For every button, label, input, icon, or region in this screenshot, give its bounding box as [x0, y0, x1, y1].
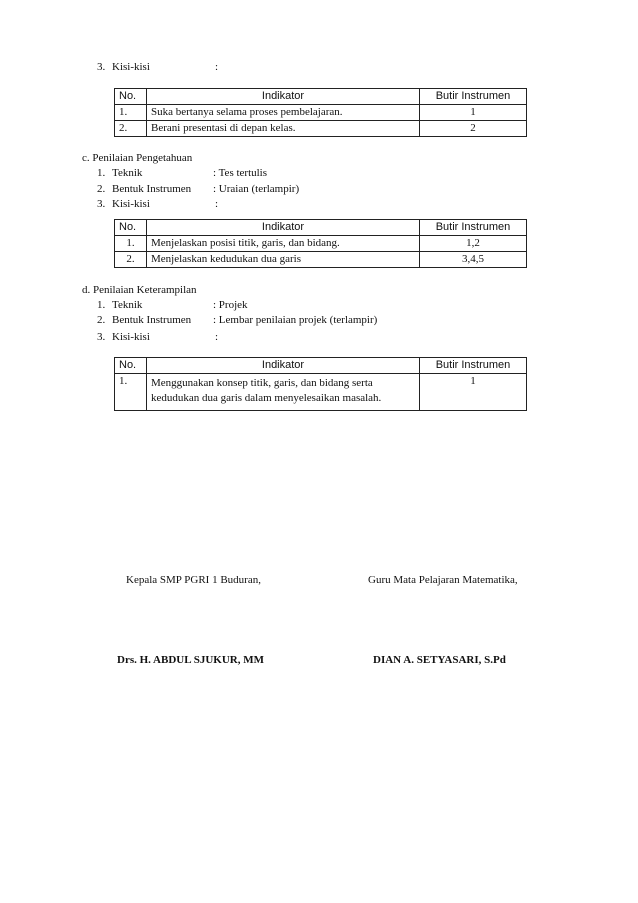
cell-indikator: Suka bertanya selama proses pembelajaran. — [147, 105, 420, 121]
table-header-row — [115, 358, 527, 374]
item-label: Bentuk Instrumen — [112, 314, 192, 326]
cell-indikator: Berani presentasi di depan kelas. — [147, 121, 420, 137]
indicator-table-skills — [114, 357, 527, 411]
header-butir: Butir Instrumen — [420, 220, 527, 236]
signature-left-title: Kepala SMP PGRI 1 Buduran, — [126, 574, 261, 586]
cell-butir: 3,4,5 — [420, 252, 527, 268]
header-butir: Butir Instrumen — [420, 358, 527, 374]
cell-no: 1. — [115, 236, 147, 252]
table-row — [115, 374, 527, 411]
signature-right-title: Guru Mata Pelajaran Matematika, — [368, 574, 518, 586]
header-indikator: Indikator — [147, 89, 420, 105]
item-number: 1. — [97, 167, 106, 179]
item-number: 2. — [97, 183, 106, 195]
table-row — [115, 252, 527, 268]
cell-indikator: Menjelaskan posisi titik, garis, dan bidang. — [147, 236, 420, 252]
section-d-title: d. Penilaian Keterampilan — [82, 284, 197, 296]
item-value: : Uraian (terlampir) — [213, 183, 300, 195]
item-value: : Lembar penilaian projek (terlampir) — [213, 314, 378, 326]
item-label: Bentuk Instrumen — [112, 183, 192, 195]
item-label: Teknik — [112, 299, 143, 311]
table-row — [115, 236, 527, 252]
item-number: 1. — [97, 299, 106, 311]
cell-butir: 1 — [420, 105, 527, 121]
cell-no: 1. — [115, 105, 147, 121]
table-row — [115, 121, 527, 137]
kisi-colon: : — [215, 61, 219, 73]
item-number: 3. — [97, 331, 106, 343]
item-value: : Projek — [213, 299, 248, 311]
item-number: 3. — [97, 198, 106, 210]
kisi-number: 3. — [97, 61, 106, 73]
item-label: Kisi-kisi — [112, 198, 150, 210]
item-label: Kisi-kisi — [112, 331, 150, 343]
cell-no: 1. — [115, 374, 147, 411]
header-indikator: Indikator — [147, 220, 420, 236]
header-no: No. — [115, 220, 147, 236]
cell-butir: 1 — [420, 374, 527, 411]
section-c-title: c. Penilaian Pengetahuan — [82, 152, 193, 164]
item-value: : — [215, 198, 219, 210]
item-label: Teknik — [112, 167, 143, 179]
item-number: 2. — [97, 314, 106, 326]
indicator-table-attitude — [114, 88, 527, 137]
cell-indikator: Menggunakan konsep titik, garis, dan bidang serta kedudukan dua garis dalam menyelesaikan masalah. — [147, 374, 420, 411]
cell-no: 2. — [115, 252, 147, 268]
table-header-row — [115, 89, 527, 105]
kisi-label: Kisi-kisi — [112, 61, 150, 73]
signature-left-name: Drs. H. ABDUL SJUKUR, MM — [117, 654, 264, 666]
table-row — [115, 105, 527, 121]
indicator-table-knowledge — [114, 219, 527, 268]
cell-indikator: Menjelaskan kedudukan dua garis — [147, 252, 420, 268]
table-header-row — [115, 220, 527, 236]
item-value: : — [215, 331, 219, 343]
cell-butir: 1,2 — [420, 236, 527, 252]
header-no: No. — [115, 358, 147, 374]
signature-right-name: DIAN A. SETYASARI, S.Pd — [373, 654, 506, 666]
cell-no: 2. — [115, 121, 147, 137]
item-value: : Tes tertulis — [213, 167, 268, 179]
header-indikator: Indikator — [147, 358, 420, 374]
cell-butir: 2 — [420, 121, 527, 137]
header-no: No. — [115, 89, 147, 105]
header-butir: Butir Instrumen — [420, 89, 527, 105]
